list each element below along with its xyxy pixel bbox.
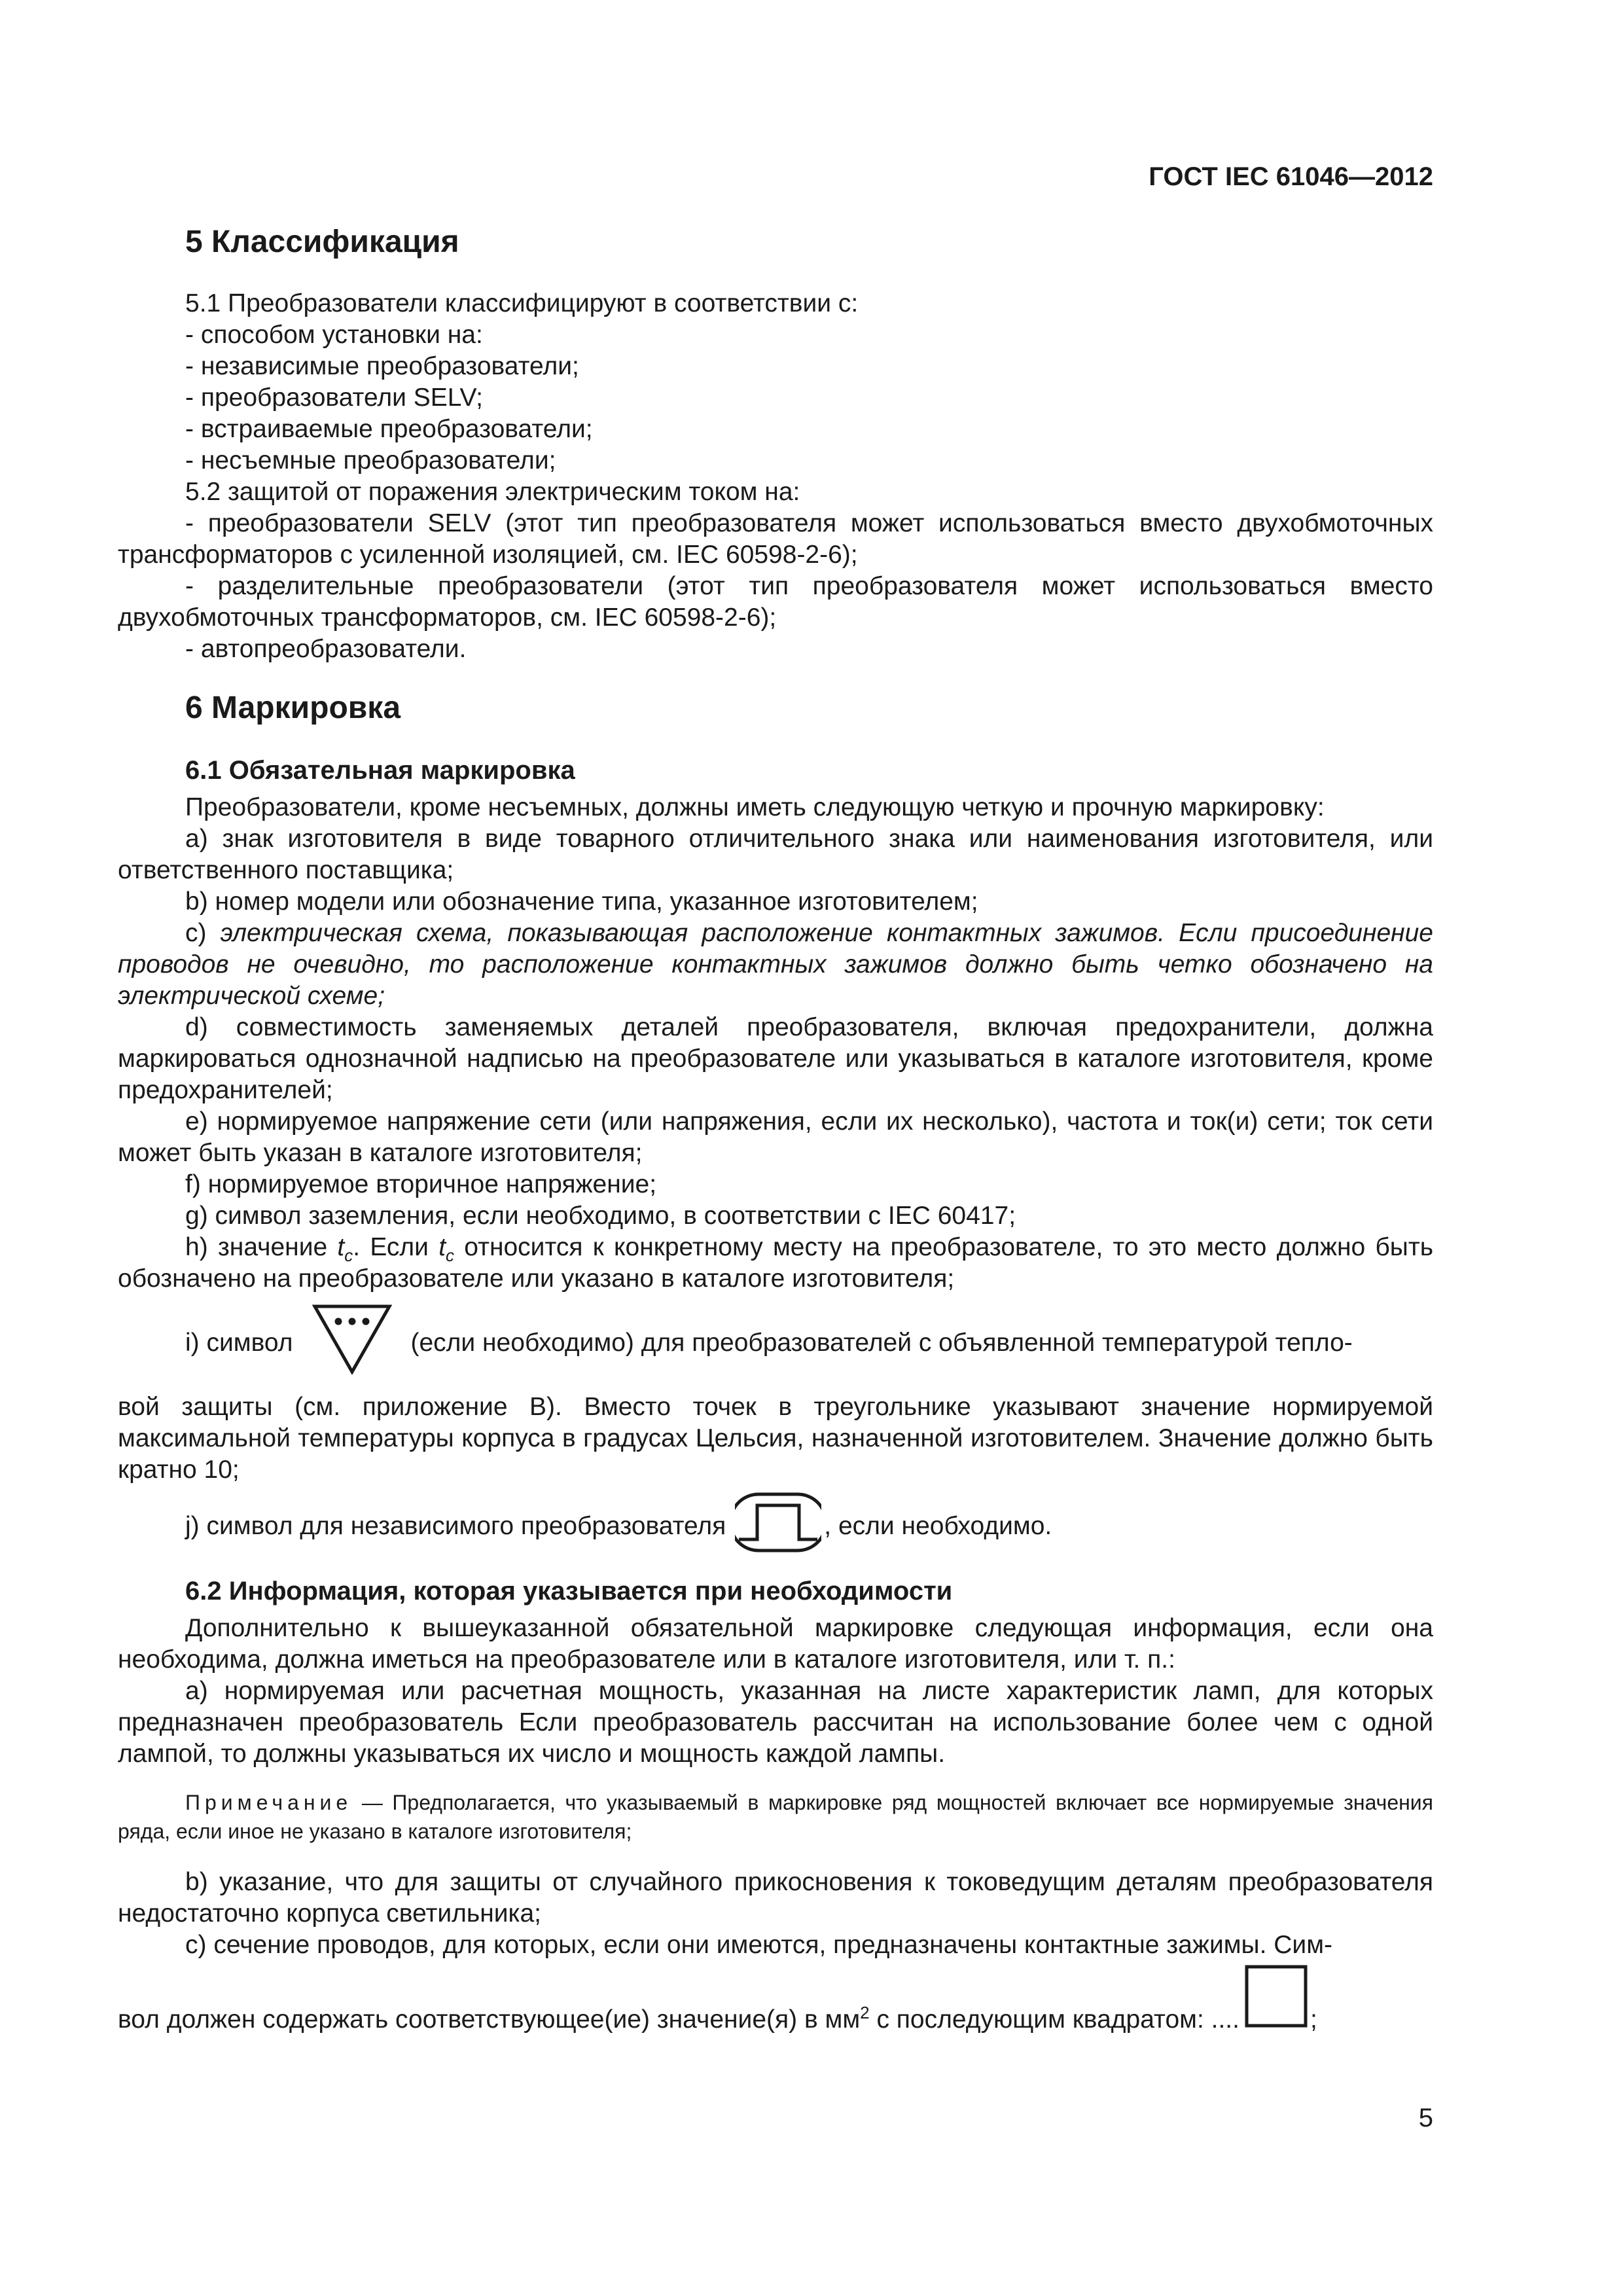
list-item-c-text xyxy=(118,2004,1240,2036)
list-item-a: а) нормируемая или расчетная мощность, указанная на листе характеристик ламп, для которых предназначен преобразователь Если преобразователь рассчитан на использование более чем с одной лампой, то должны указываться их число и мощность каждой лампы. xyxy=(118,1677,1433,1768)
subsection-6-2-title: 6.2 Информация, которая указывается при необходимости xyxy=(185,1577,953,1605)
tc-symbol xyxy=(438,1233,455,1265)
note-text: — Предполагается, что указываемый в маркировке ряд мощностей включает все нормируемые значения ряда, если иное не указано в каталоге изготовителя; xyxy=(118,1791,1433,1843)
list-item-i-text: (если необходимо) для преобразователей с объявленной температурой тепло- xyxy=(410,1329,1353,1357)
list-item-c-text: электрическая схема, показывающая расположение контактных зажимов. Если присоединение проводов не очевидно, то расположение контактных зажимов должно быть четко обозначено на электрической схеме; xyxy=(118,919,1433,1010)
document-code-header: ГОСТ IEC 61046—2012 xyxy=(1149,162,1433,191)
list-item-c: с) сечение проводов, для которых, если они имеются, предназначены контактные зажимы. Сим- xyxy=(185,1931,1333,1959)
list-item: - преобразователи SELV (этот тип преобразователя может использоваться вместо двухобмоточных трансформаторов с усиленной изоляцией, см. IEC 60598-2-6); xyxy=(118,509,1433,569)
paragraph-5-1: 5.1 Преобразователи классифицируют в соответствии с: xyxy=(185,289,859,317)
list-item: - независимые преобразователи; xyxy=(185,352,579,380)
independent-ballast-icon xyxy=(735,1490,821,1563)
list-item-c-text-part: вол должен содержать соответствующее(ие) значение(я) в мм xyxy=(118,2005,861,2034)
list-item-c xyxy=(118,918,1433,1012)
list-item-i-label: i) символ xyxy=(185,1329,293,1357)
tc-symbol xyxy=(337,1233,353,1265)
cross-section-square-icon xyxy=(1245,1965,1308,2036)
list-item-f: f) нормируемое вторичное напряжение; xyxy=(185,1170,657,1198)
tc-symbol-t: t xyxy=(337,1233,345,1261)
list-item-e: е) нормируемое напряжение сети (или напряжения, если их несколько), частота и ток(и) сети; ток сети может быть указан в каталоге изготовителя; xyxy=(118,1107,1433,1167)
paragraph-5-2: 5.2 защитой от поражения электрическим током на: xyxy=(185,478,800,506)
page-number: 5 xyxy=(1418,2104,1433,2132)
list-item-a: а) знак изготовителя в виде товарного отличительного знака или наименования изготовителя, или ответственного поставщика; xyxy=(118,825,1433,884)
tc-symbol-t: t xyxy=(438,1233,446,1261)
list-item-i-continuation: вой защиты (см. приложение В). Вместо точек в треугольнике указывают значение нормируемой максимальной температуры корпуса в градусах Цельсия, назначенной изготовителем. Значение должно быть кратно 10; xyxy=(118,1393,1433,1484)
list-item: - встраиваемые преобразователи; xyxy=(185,415,593,443)
list-item-c-end: ; xyxy=(1310,2005,1317,2034)
list-item-c-continuation xyxy=(118,1965,1433,2036)
page-content xyxy=(118,223,1433,2036)
list-item-h-text: . Если xyxy=(353,1233,439,1261)
list-item-g: g) символ заземления, если необходимо, в соответствии с IEC 60417; xyxy=(185,1202,1016,1230)
note-label: Примечание xyxy=(185,1791,353,1814)
list-item-c-text-part: с последующим квадратом: .... xyxy=(869,2005,1240,2034)
list-item-j xyxy=(118,1490,1433,1563)
list-item-h-text: h) значение xyxy=(185,1233,338,1261)
list-item: - разделительные преобразователи (этот тип преобразователя может использоваться вместо двухобмоточных трансформаторов, см. IEC 60598-2-6); xyxy=(118,572,1433,632)
list-item-j-text: , если необходимо. xyxy=(824,1512,1052,1540)
list-item-j-label: j) символ для независимого преобразователя xyxy=(185,1512,726,1540)
list-item: - преобразователи SELV; xyxy=(185,384,483,412)
section-6-title: 6 Маркировка xyxy=(185,691,401,725)
tc-symbol-subscript: c xyxy=(446,1245,455,1265)
list-item-i-first-line xyxy=(118,1304,1433,1382)
paragraph-6-2-intro: Дополнительно к вышеуказанной обязательной маркировке следующая информация, если она необходима, должна иметься на преобразователе или в каталоге изготовителя, или т. п.: xyxy=(118,1614,1433,1674)
list-item-h-text: относится к конкретному месту на преобразователе, то это место должно быть обозначено на преобразователе или указано в каталоге изготовителя; xyxy=(118,1233,1434,1293)
list-item-c-prefix: с) xyxy=(185,919,221,947)
subsection-6-1-title: 6.1 Обязательная маркировка xyxy=(185,756,575,785)
list-item-h xyxy=(118,1232,1433,1295)
list-item: - автопреобразователи. xyxy=(185,635,467,663)
list-item-b: b) указание, что для защиты от случайного прикосновения к токоведущим деталям преобразователя недостаточно корпуса светильника; xyxy=(118,1868,1433,1928)
list-item-d: d) совместимость заменяемых деталей преобразователя, включая предохранители, должна маркироваться однозначной надписью на преобразователе или указываться в каталоге изготовителя, кроме предохранителей; xyxy=(118,1013,1433,1104)
list-item: - способом установки на: xyxy=(185,321,483,349)
superscript: 2 xyxy=(860,2003,870,2022)
section-5-title: 5 Классификация xyxy=(185,224,459,259)
list-item-b: b) номер модели или обозначение типа, указанное изготовителем; xyxy=(185,888,978,916)
tc-symbol-subscript: c xyxy=(344,1245,353,1265)
list-item: - несъемные преобразователи; xyxy=(185,446,556,475)
paragraph-6-1-intro: Преобразователи, кроме несъемных, должны иметь следующую четкую и прочную маркировку: xyxy=(185,793,1325,821)
note xyxy=(118,1788,1433,1846)
thermal-protection-triangle-icon xyxy=(312,1304,392,1382)
